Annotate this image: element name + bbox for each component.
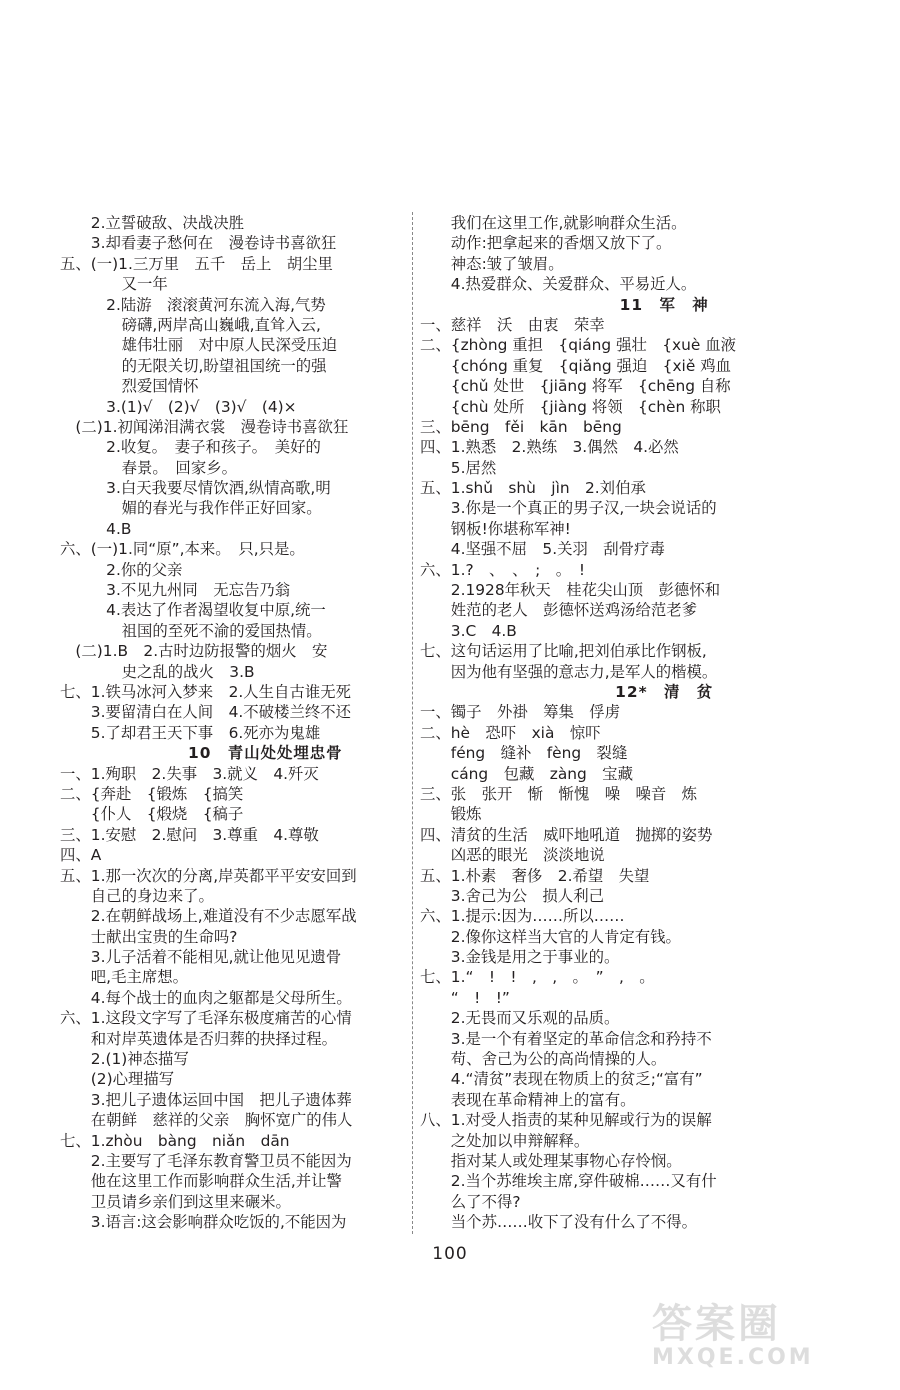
answer-line: 二、{奔赴 {锻炼 {搞笑: [60, 784, 244, 803]
answer-line: 3.舍己为公 损人利己: [420, 886, 604, 905]
answer-line: 3.要留清白在人间 4.不破楼兰终不还: [60, 703, 352, 722]
answer-line: “ ! !”: [420, 988, 510, 1007]
answer-line: 祖国的至死不渝的爱国热情。: [60, 621, 322, 640]
answer-line: 4.坚强不屈 5.关羽 刮骨疗毒: [420, 540, 665, 559]
answer-line: 七、1.“ ! ! , , 。 ” , 。: [420, 968, 655, 987]
answer-line: 媚的春光与我作伴正好回家。: [60, 499, 322, 518]
left-answer-column: [60, 213, 405, 1233]
answer-line: 4.每个战士的血肉之躯都是父母所生。: [60, 988, 352, 1007]
answer-line: 六、1.这段文字写了毛泽东极度痛苦的心情: [60, 1009, 352, 1028]
right-answer-column: [420, 213, 810, 1233]
answer-line: 3.(1)√ (2)√ (3)√ (4)×: [60, 397, 297, 416]
answer-line: 一、镯子 外褂 筹集 俘虏: [420, 703, 621, 722]
answer-line: 吧,毛主席想。: [60, 968, 189, 987]
answer-line: 他在这里工作而影响群众生活,并让警: [60, 1172, 342, 1191]
column-divider: [412, 212, 414, 1234]
answer-line: 3.是一个有着坚定的革命信念和矜持不: [420, 1029, 712, 1048]
answer-line: 七、1.铁马冰河入梦来 2.人生自古谁无死: [60, 682, 352, 701]
answer-line: 五、(一)1.三万里 五千 岳上 胡尘里: [60, 254, 333, 273]
answer-line: 苟、舍己为公的高尚情操的人。: [420, 1050, 667, 1069]
answer-line: 六、(一)1.同“原”,本来。 只,只是。: [60, 540, 305, 559]
lesson-heading: 11 军 神: [521, 295, 709, 314]
answer-line: 三、张 张开 惭 惭愧 噪 噪音 炼: [420, 784, 698, 803]
answer-line: 3.把儿子遗体运回中国 把儿子遗体葬: [60, 1090, 352, 1109]
answer-line: 2.陆游 滚滚黄河东流入海,气势: [60, 295, 326, 314]
answer-line: 3.C 4.B: [420, 621, 517, 640]
answer-line: 三、bēng fěi kān bēng: [420, 417, 622, 436]
answer-line: 2.立誓破敌、决战决胜: [60, 214, 244, 232]
answer-line: 2.在朝鲜战场上,难道没有不少志愿军战: [60, 907, 357, 926]
answer-line: 2.你的父亲: [60, 560, 183, 579]
answer-line: 指对某人或处理某事物心存怜悯。: [420, 1151, 682, 1170]
answer-line: 二、{zhòng 重担 {qiáng 强壮 {xuè 血液: [420, 336, 737, 355]
page-number: 100: [432, 1244, 468, 1264]
answer-line: 神态:皱了皱眉。: [420, 254, 564, 273]
answer-line: 3.你是一个真正的男子汉,一块会说话的: [420, 499, 717, 518]
answer-line: 凶恶的眼光 淡淡地说: [420, 846, 605, 865]
answer-line: 锻炼: [420, 805, 482, 824]
answer-line: 一、1.殉职 2.失事 3.就义 4.歼灭: [60, 764, 319, 783]
answer-line: 史之乱的战火 3.B: [60, 662, 255, 681]
watermark-top-text: 答案圈: [652, 1301, 781, 1347]
answer-line: 4.热爱群众、关爱群众、平易近人。: [420, 275, 697, 294]
answer-line: 姓范的老人 彭德怀送鸡汤给范老爹: [420, 601, 698, 620]
answer-line: (二)1.初闻涕泪满衣裳 漫卷诗书喜欲狂: [60, 417, 349, 436]
answer-line: 动作:把拿起来的香烟又放下了。: [420, 234, 672, 253]
answer-line: 3.儿子活着不能相见,就让他见见遗骨: [60, 948, 342, 967]
answer-line: 4.表达了作者渴望收复中原,统一: [60, 601, 326, 620]
answer-line: 5.居然: [420, 458, 497, 477]
answer-line: 表现在革命精神上的富有。: [420, 1090, 636, 1109]
answer-line: 四、清贫的生活 威吓地吼道 抛掷的姿势: [420, 825, 713, 844]
answer-line: 3.语言:这会影响群众吃饭的,不能因为: [60, 1213, 347, 1232]
answer-line: 雄伟壮丽 对中原人民深受压迫: [60, 336, 338, 355]
answer-line: 六、1.? 、 、 ; 。 !: [420, 560, 586, 579]
answer-line: 在朝鲜 慈祥的父亲 胸怀宽广的伟人: [60, 1111, 353, 1130]
lesson-heading: 10 青山处处埋忠骨: [122, 744, 343, 763]
answer-line: 因为他有坚强的意志力,是军人的楷模。: [420, 662, 718, 681]
watermark-logo: [652, 1302, 872, 1372]
answer-line: féng 缝补 fèng 裂缝: [420, 744, 628, 763]
answer-line: 烈爱国情怀: [60, 377, 199, 396]
answer-line: 我们在这里工作,就影响群众生活。: [420, 214, 687, 232]
answer-line: 2.当个苏维埃主席,穿件破棉……又有什: [420, 1172, 717, 1191]
answer-line: 2.(1)神态描写: [60, 1050, 189, 1069]
answer-line: 二、hè 恐吓 xià 惊吓: [420, 723, 601, 742]
answer-line: 么了不得?: [420, 1192, 521, 1211]
answer-line: 磅礴,两岸高山巍峨,直耸入云,: [60, 315, 321, 334]
answer-line: 4.B: [60, 519, 132, 538]
answer-line: 之处加以申辩解释。: [420, 1131, 590, 1150]
answer-line: cáng 包藏 zàng 宝藏: [420, 764, 633, 783]
answer-line: 四、A: [60, 846, 102, 865]
answer-line: 钢板!你堪称军神!: [420, 519, 571, 538]
answer-line: 又一年: [60, 275, 168, 294]
answer-line: {chǔ 处世 {jiāng 将军 {chēng 自称: [420, 377, 731, 396]
answer-line: 五、1.朴素 奢侈 2.希望 失望: [420, 866, 650, 885]
answer-line: 的无限关切,盼望祖国统一的强: [60, 356, 327, 375]
answer-line: 3.白天我要尽情饮酒,纵情高歌,明: [60, 479, 331, 498]
answer-line: 五、1.那一次次的分离,岸英都平平安安回到: [60, 866, 357, 885]
answer-line: 三、1.安慰 2.慰问 3.尊重 4.尊敬: [60, 825, 319, 844]
answer-line: 3.不见九州同 无忘告乃翁: [60, 581, 291, 600]
answer-line: 士献出宝贵的生命吗?: [60, 927, 238, 946]
answer-line: 和对岸英遗体是否归葬的抉择过程。: [60, 1029, 338, 1048]
answer-line: 八、1.对受人指责的某种见解或行为的误解: [420, 1111, 712, 1130]
answer-line: 2.像你这样当大官的人肯定有钱。: [420, 927, 681, 946]
answer-line: (二)1.B 2.古时边防报警的烟火 安: [60, 642, 328, 661]
answer-line: 卫员请乡亲们到这里来碾米。: [60, 1192, 291, 1211]
answer-line: {chù 处所 {jiàng 将领 {chèn 称职: [420, 397, 721, 416]
answer-line: 六、1.提示:因为……所以……: [420, 907, 625, 926]
answer-line: 自己的身边来了。: [60, 886, 214, 905]
lesson-heading: 12* 清 贫: [516, 682, 714, 701]
answer-line: 一、慈祥 沃 由衷 荣幸: [420, 315, 605, 334]
watermark-bottom-text: MXQE.COM: [652, 1345, 814, 1370]
answer-line: 3.金钱是用之于事业的。: [420, 948, 620, 967]
answer-line: {chóng 重复 {qiǎng 强迫 {xiě 鸡血: [420, 356, 731, 375]
answer-line: 2.无畏而又乐观的品质。: [420, 1009, 620, 1028]
answer-line: 当个苏……收下了没有什么了不得。: [420, 1213, 698, 1232]
answer-line: 2.1928年秋天 桂花尖山顶 彭德怀和: [420, 581, 721, 600]
answer-line: {仆人 {煅烧 {稿子: [60, 805, 244, 824]
answer-line: 四、1.熟悉 2.熟练 3.偶然 4.必然: [420, 438, 679, 457]
answer-line: (2)心理描写: [60, 1070, 175, 1089]
answer-line: 五、1.shǔ shù jìn 2.刘伯承: [420, 479, 646, 498]
answer-line: 5.了却君王天下事 6.死亦为鬼雄: [60, 723, 321, 742]
answer-line: 七、1.zhòu bàng niǎn dān: [60, 1131, 290, 1150]
answer-line: 2.收复。 妻子和孩子。 美好的: [60, 438, 321, 457]
answer-line: 2.主要写了毛泽东教育警卫员不能因为: [60, 1151, 352, 1170]
answer-line: 4.“清贫”表现在物质上的贫乏;“富有”: [420, 1070, 703, 1089]
answer-line: 3.却看妻子愁何在 漫卷诗书喜欲狂: [60, 234, 337, 253]
answer-line: 春景。 回家乡。: [60, 458, 237, 477]
answer-line: 七、这句话运用了比喻,把刘伯承比作钢板,: [420, 642, 707, 661]
